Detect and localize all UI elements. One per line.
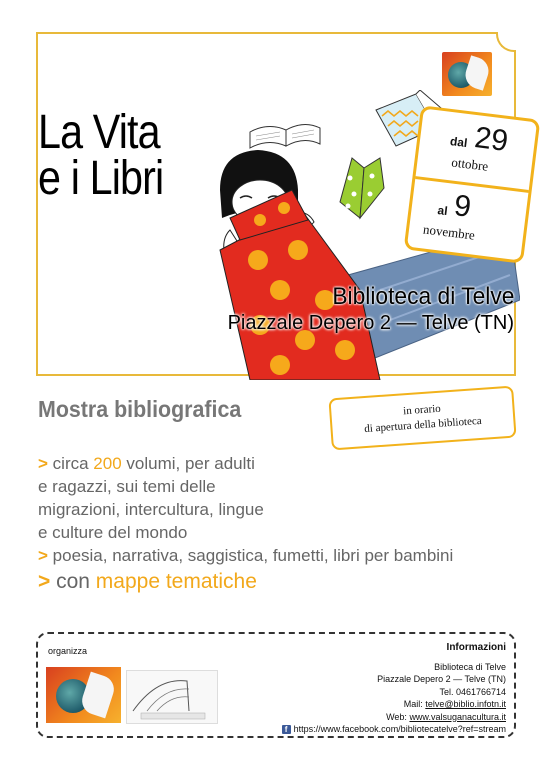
facebook-icon: f (282, 725, 291, 734)
flying-book-1 (250, 124, 320, 148)
exhibition-heading: Mostra bibliografica (38, 396, 242, 422)
venue-address: Piazzale Depero 2 — Telve (TN) (227, 312, 514, 334)
date-to-day: 9 (452, 189, 473, 224)
info-web: Web: www.valsuganacultura.it (386, 711, 506, 722)
info-mail: Mail: telve@biblio.infotn.it (403, 699, 506, 709)
poster-title (38, 106, 164, 205)
frame-corner (496, 32, 516, 52)
exhibition-bullets: > circa 200 volumi, per adulti e ragazzi, sui temi delle migrazioni, intercultura, lingue e culture del mondo > poesia, narrativa, saggistica, fumetti, libri per bambini > con mappe tematiche (38, 452, 518, 597)
date-to-month: novembre (422, 221, 476, 243)
info-address: Piazzale Depero 2 — Telve (TN) (377, 674, 506, 684)
hours-line-2: di apertura della biblioteca (363, 414, 483, 436)
info-phone: Tel. 0461766714 (439, 686, 506, 697)
facebook-link[interactable]: https://www.facebook.com/bibliotecatelve?ref=stream (293, 724, 506, 734)
info-facebook (282, 723, 506, 736)
bullet-1: > circa 200 volumi, per adulti (38, 454, 255, 473)
info-library: Biblioteca di Telve (434, 661, 506, 672)
venue-name: Biblioteca di Telve (331, 283, 514, 310)
bullet-arrow: > (38, 570, 51, 593)
venue-block (228, 283, 514, 335)
date-badge (404, 105, 541, 264)
date-from-month: ottobre (450, 154, 490, 174)
date-to-word: al (436, 203, 449, 219)
sketch-logo-icon (126, 670, 218, 724)
organizer-label: organizza (48, 646, 88, 656)
bullet-arrow: > (38, 454, 48, 473)
bullet-2: > poesia, narrativa, saggistica, fumetti, libri per bambini (38, 546, 454, 565)
web-link[interactable]: www.valsuganacultura.it (409, 711, 506, 722)
title-line-2: e i Libri (38, 152, 164, 205)
info-title: Informazioni (446, 642, 506, 653)
info-box (36, 632, 516, 738)
date-from-word: dal (449, 134, 469, 151)
info-contacts (282, 642, 506, 736)
title-line-1: La Vita (38, 106, 160, 159)
bullet-arrow: > (38, 546, 48, 565)
date-from-day: 29 (472, 121, 510, 158)
flying-book-3 (340, 158, 384, 218)
bullet-3: > con mappe tematiche (38, 570, 257, 593)
thematic-maps: mappe tematiche (95, 570, 257, 593)
mail-link[interactable]: telve@biblio.infotn.it (425, 699, 506, 709)
library-logo-icon (46, 667, 121, 723)
opening-hours-box (328, 386, 516, 451)
hours-line-1: in orario (402, 402, 442, 418)
volumes-count: 200 (93, 454, 122, 473)
